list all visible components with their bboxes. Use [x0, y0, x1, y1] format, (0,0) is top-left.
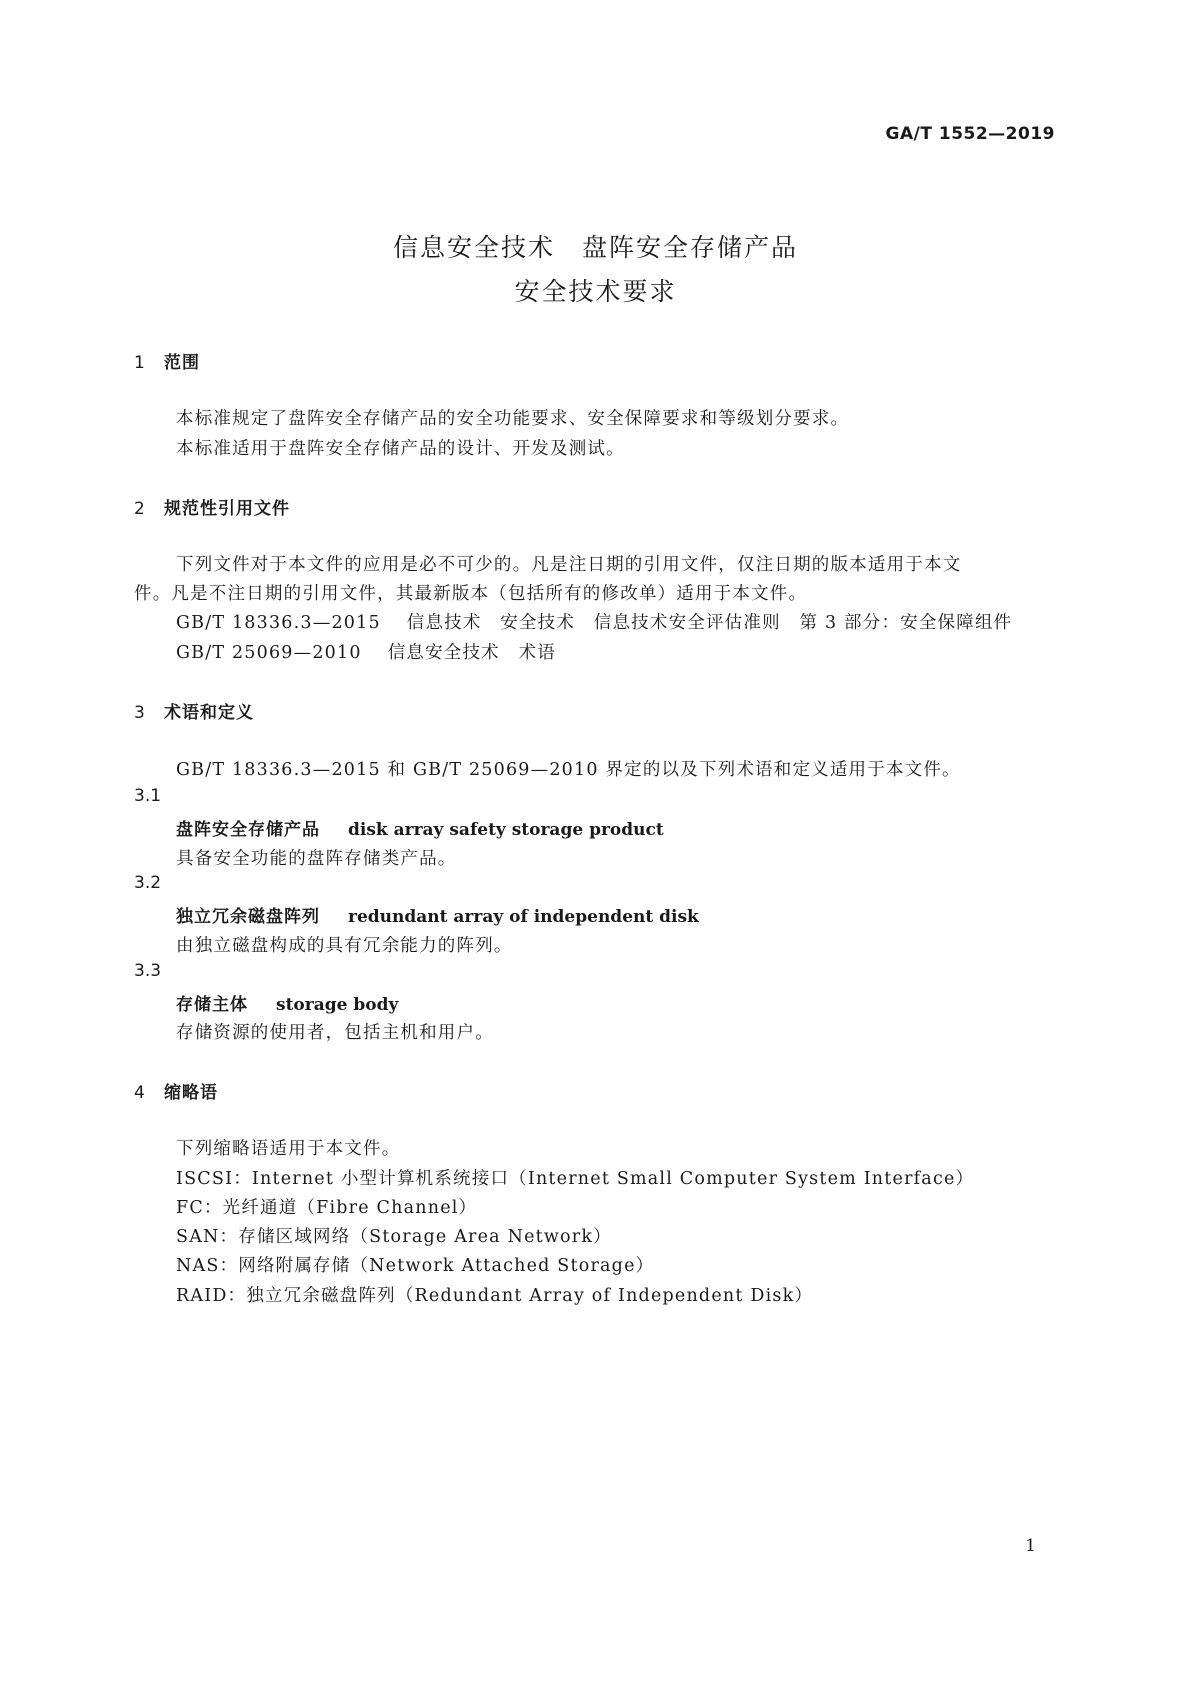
normative-reference: [176, 609, 1012, 634]
abbreviation-item: ISCSI：Internet 小型计算机系统接口（Internet Small Computer System Interface）: [176, 1169, 975, 1189]
abbreviation-item: SAN：存储区域网络（Storage Area Network）: [176, 1227, 612, 1247]
term-number: 3.1: [134, 786, 162, 806]
section-title: 规范性引用文件: [164, 499, 290, 519]
term-english: storage body: [276, 995, 399, 1015]
section-3-heading: [134, 698, 254, 723]
term-chinese: 独立冗余磁盘阵列: [176, 907, 320, 927]
section-title: 范围: [164, 353, 200, 373]
term-entry: [176, 902, 699, 927]
document-title-line1: 信息安全技术 盘阵安全存储产品: [392, 233, 798, 262]
page-number: 1: [1025, 1536, 1036, 1556]
term-definition: 存储资源的使用者，包括主机和用户。: [176, 1023, 494, 1043]
term-definition: 由独立磁盘构成的具有冗余能力的阵列。: [176, 936, 513, 956]
section-title: 缩略语: [164, 1083, 218, 1103]
section-number: 1: [134, 353, 145, 373]
term-number: 3.2: [134, 873, 162, 893]
section-number: 3: [134, 703, 145, 723]
reference-title: 信息安全技术 术语: [387, 643, 556, 663]
document-number: GA/T 1552—2019: [885, 124, 1055, 144]
term-chinese: 盘阵安全存储产品: [176, 820, 320, 840]
section-number: 4: [134, 1083, 145, 1103]
section-1-heading: [134, 348, 200, 373]
term-definition: 具备安全功能的盘阵存储类产品。: [176, 849, 457, 869]
reference-code: GB/T 18336.3—2015: [176, 613, 381, 633]
term-english: disk array safety storage product: [348, 820, 664, 840]
term-chinese: 存储主体: [176, 995, 248, 1015]
paragraph: 下列缩略语适用于本文件。: [176, 1139, 401, 1159]
section-number: 2: [134, 499, 145, 519]
paragraph: GB/T 18336.3—2015 和 GB/T 25069—2010 界定的以及下列术语和定义适用于本文件。: [176, 760, 961, 780]
term-entry: [176, 815, 664, 840]
paragraph: 下列文件对于本文件的应用是必不可少的。凡是注日期的引用文件，仅注日期的版本适用于本文: [176, 555, 962, 575]
paragraph-continuation: 件。凡是不注日期的引用文件，其最新版本（包括所有的修改单）适用于本文件。: [134, 584, 808, 604]
reference-title: 信息技术 安全技术 信息技术安全评估准则 第 3 部分：安全保障组件: [406, 613, 1013, 633]
term-english: redundant array of independent disk: [348, 907, 699, 927]
section-title: 术语和定义: [164, 703, 254, 723]
reference-code: GB/T 25069—2010: [176, 643, 362, 663]
section-4-heading: [134, 1078, 218, 1103]
term-entry: [176, 990, 398, 1015]
abbreviation-item: NAS：网络附属存储（Network Attached Storage）: [176, 1256, 655, 1276]
abbreviation-item: RAID：独立冗余磁盘阵列（Redundant Array of Independent Disk）: [176, 1286, 814, 1306]
normative-reference: [176, 639, 556, 664]
section-2-heading: [134, 494, 290, 519]
abbreviation-item: FC：光纤通道（Fibre Channel）: [176, 1198, 478, 1218]
paragraph: 本标准适用于盘阵安全存储产品的设计、开发及测试。: [176, 439, 625, 459]
document-title-line2: 安全技术要求: [514, 277, 677, 306]
term-number: 3.3: [134, 961, 162, 981]
paragraph: 本标准规定了盘阵安全存储产品的安全功能要求、安全保障要求和等级划分要求。: [176, 409, 850, 429]
